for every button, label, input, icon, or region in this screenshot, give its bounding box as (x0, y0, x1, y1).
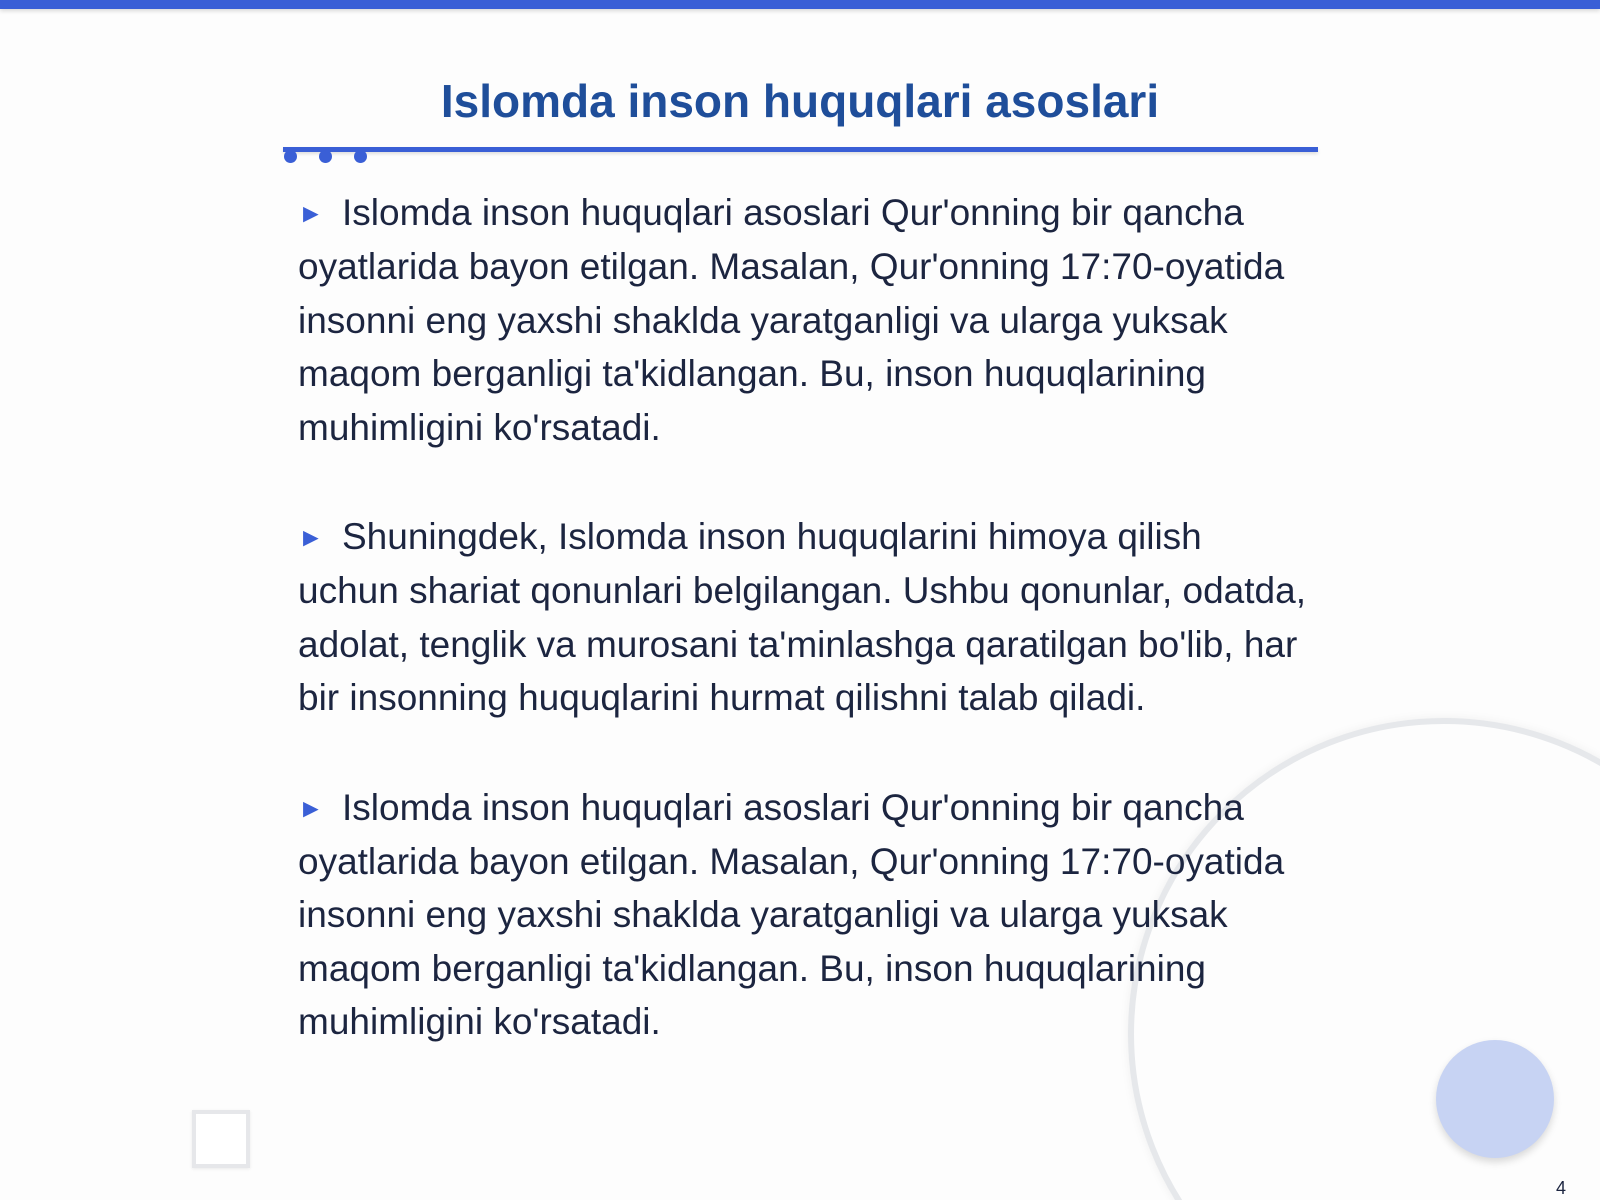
bullet-arrow-icon: ► (298, 792, 324, 823)
bullet-list (298, 186, 1308, 1105)
bullet-arrow-icon: ► (298, 522, 324, 553)
bullet-item (298, 510, 1308, 725)
underline-dot (354, 150, 367, 163)
underline-dot (319, 150, 332, 163)
top-accent-bar (0, 0, 1600, 9)
bullet-arrow-icon: ► (298, 198, 324, 228)
bullet-item (298, 186, 1308, 454)
decorative-square (192, 1110, 250, 1168)
bullet-text: Islomda inson huquqlari asoslari Qur'onning bir qancha oyatlarida bayon etilgan. Masalan, Qur'onning 17:70-oyatida insonni eng yaxshi shaklda yaratganligi va ularga yuksak maqom berganligi ta'kidlangan. Bu, inson huquqlarining muhimligini ko'rsatadi. (298, 786, 1285, 1043)
bullet-text: Islomda inson huquqlari asoslari Qur'onning bir qancha oyatlarida bayon etilgan. Masalan, Qur'onning 17:70-oyatida insonni eng yaxshi shaklda yaratganligi va ularga yuksak maqom berganligi ta'kidlangan. Bu, inson huquqlarining muhimligini ko'rsatadi. (298, 192, 1285, 448)
underline-dot (284, 150, 297, 163)
slide-title: Islomda inson huquqlari asoslari (440, 75, 1160, 127)
title-underline (283, 147, 1318, 152)
page-number: 4 (1555, 1178, 1566, 1198)
decorative-blue-circle (1436, 1040, 1554, 1158)
bullet-text: Shuningdek, Islomda inson huquqlarini himoya qilish uchun shariat qonunlari belgilangan. Ushbu qonunlar, odatda, adolat, tenglik va murosani ta'minlashga qaratilgan bo'lib, har bir insonning huquqlarini hurmat qilishni talab qiladi. (298, 516, 1306, 719)
bullet-item (298, 781, 1308, 1049)
